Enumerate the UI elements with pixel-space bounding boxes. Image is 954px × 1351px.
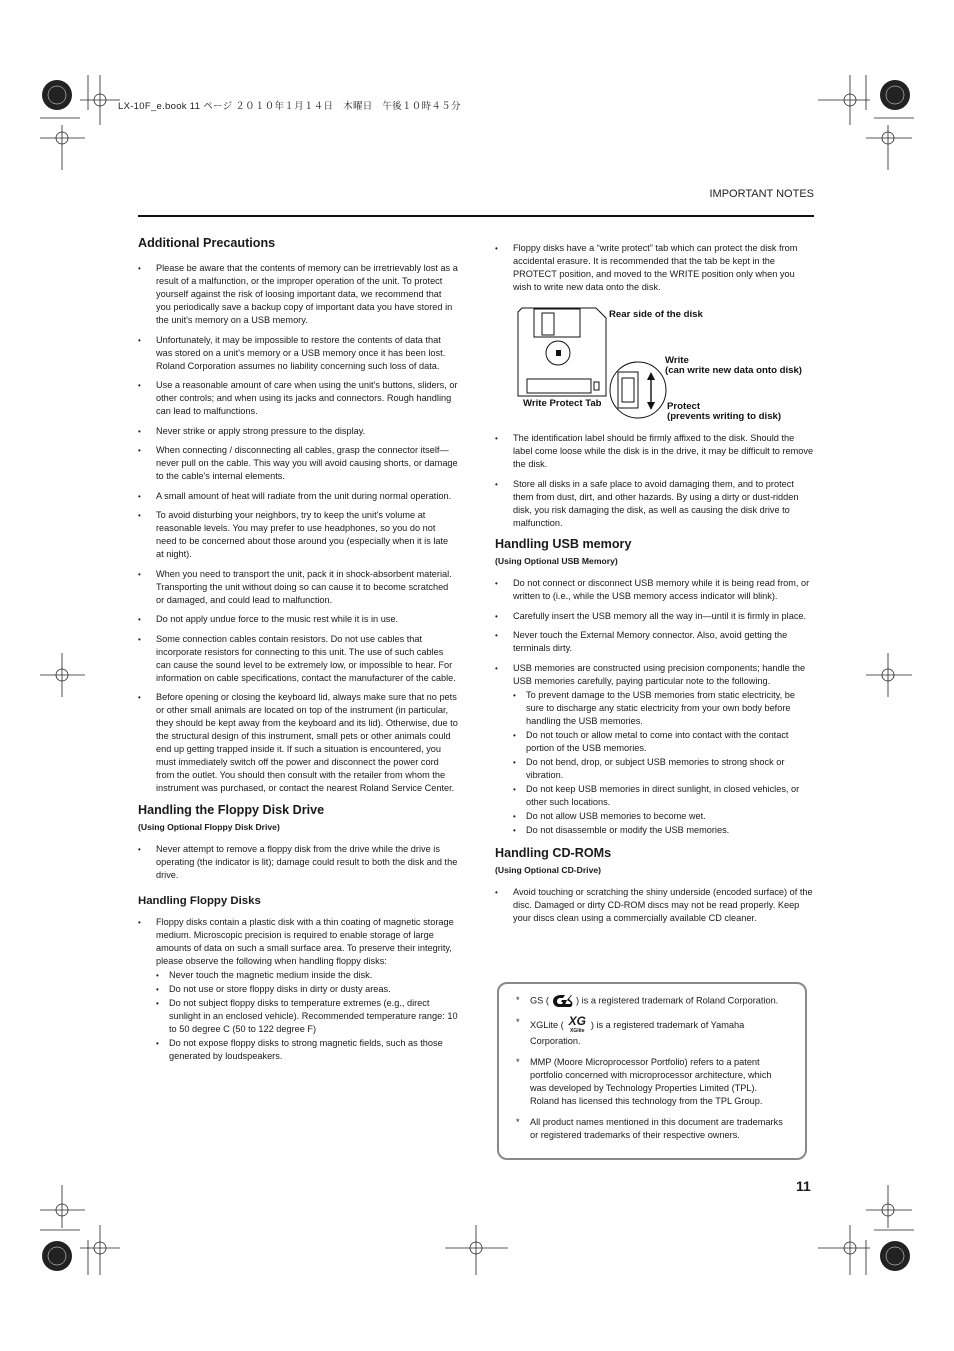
sub-list-item: • Do not keep USB memories in direct sunlight, in closed vehicles, or other such locations.	[513, 783, 815, 809]
label-rear-side: Rear side of the disk	[609, 309, 703, 320]
list-item	[495, 662, 815, 837]
mmp-text: MMP (Moore Microprocessor Portfolio) refers to a patent portfolio concerned with microprocessor architecture, which was developed by Technology Properties Limited (TPL). Roland has licensed this technology from the TPL Group.	[530, 1057, 772, 1106]
list-item	[138, 916, 458, 1063]
floppy-more-list	[495, 432, 815, 530]
floppy-drive-title: Handling the Floppy Disk Drive	[138, 802, 325, 817]
floppy-disk-diagram	[514, 304, 820, 424]
floppy-drive-list	[138, 843, 458, 882]
xglite-logo-sub: XGlite	[570, 1028, 585, 1034]
label-write-desc: (can write new data onto disk)	[665, 365, 802, 376]
page-number: 11	[796, 1178, 811, 1194]
list-item: • Some connection cables contain resistors. Do not use cables that incorporate resistors for connecting to this unit. The use of such cables can cause the sound level to be extremely low, or impossible to hear. For information on cable specifications, contact the manufacturer of the cable.	[138, 633, 458, 685]
list-item: • Please be aware that the contents of memory can be irretrievably lost as a result of a malfunction, or the improper operation of the unit. To protect yourself against the risk of loosing important data, we recommend that you periodically save a backup copy of important data you have stored in the unit's memory on a USB memory.	[138, 262, 458, 327]
asterisk: *	[516, 1117, 520, 1127]
label-protect: Protect	[667, 401, 701, 412]
xg-text-post: ) is a registered trademark of Yamaha Corporation.	[530, 1019, 745, 1046]
cdrom-title: Handling CD-ROMs	[495, 846, 612, 860]
asterisk: *	[516, 995, 520, 1005]
list-item-text: USB memories are constructed using precision components; handle the USB memories carefully, paying particular note to the following.	[513, 662, 806, 686]
gs-text-post: ) is a registered trademark of Roland Corporation.	[576, 995, 779, 1006]
list-item: • Never touch the External Memory connector. Also, avoid getting the terminals dirty.	[495, 629, 815, 655]
list-item: • A small amount of heat will radiate from the unit during normal operation.	[138, 490, 458, 503]
list-item: • When you need to transport the unit, pack it in shock-absorbent material. Transporting the unit without doing so can cause it to become scratched or damaged, and could lead to malfunction.	[138, 568, 458, 607]
trademark-all	[516, 1116, 788, 1142]
right-column-top	[495, 242, 815, 301]
usb-title: Handling USB memory	[495, 537, 632, 551]
cdrom-list	[495, 886, 815, 925]
sub-list-item: • Do not bend, drop, or subject USB memories to strong shock or vibration.	[513, 756, 815, 782]
asterisk: *	[516, 1017, 520, 1027]
list-item: • Unfortunately, it may be impossible to restore the contents of data that was stored on a unit's memory or a USB memory once it has been lost. Roland Corporation assumes no liability concerning such loss of data.	[138, 334, 458, 373]
list-item: • Carefully insert the USB memory all the way in—until it is firmly in place.	[495, 610, 815, 623]
additional-precautions-title: Additional Precautions	[138, 236, 276, 250]
sub-list-item: • Do not expose floppy disks to strong magnetic fields, such as those generated by loudspeakers.	[156, 1037, 458, 1063]
trademark-gs	[516, 994, 788, 1008]
gs-text-pre: GS (	[530, 995, 549, 1006]
cdrom-subtitle: (Using Optional CD-Drive)	[495, 865, 601, 875]
sub-list-item: • Never touch the magnetic medium inside the disk.	[156, 969, 458, 982]
label-write: Write	[665, 355, 689, 366]
label-protect-desc: (prevents writing to disk)	[667, 411, 782, 422]
sub-list-item: • Do not touch or allow metal to come into contact with the contact portion of the USB memories.	[513, 729, 815, 755]
list-item: • Avoid touching or scratching the shiny underside (encoded surface) of the disc. Damaged or dirty CD-ROM discs may not be read properly. Keep your discs clean using a commercially available CD cleaner.	[495, 886, 815, 925]
right-column-lower	[495, 432, 815, 932]
running-head: IMPORTANT NOTES	[709, 188, 814, 200]
trademark-list	[516, 994, 788, 1150]
additional-precautions-list	[138, 262, 458, 795]
list-item-text: Floppy disks contain a plastic disk with a thin coating of magnetic storage medium. Microscopic precision is required to enable storage of large amounts of data on such a small surface area. To preserve their integrity, please observe the following when handling floppy disks:	[156, 917, 454, 966]
floppy-disks-list	[138, 916, 458, 1063]
gs-logo-icon	[551, 994, 573, 1008]
list-item: • Never attempt to remove a floppy disk from the drive while the drive is operating (the indicator is lit); damage could result to both the disk and the drive.	[138, 843, 458, 882]
trademark-mmp	[516, 1056, 788, 1108]
list-item: • To avoid disturbing your neighbors, try to keep the unit's volume at reasonable levels. You may prefer to use headphones, so you do not need to be concerned about those around you (especially when it is late at night).	[138, 509, 458, 561]
label-write-protect-tab: Write Protect Tab	[523, 398, 602, 409]
header-rule	[138, 215, 814, 217]
sub-list-item: • Do not allow USB memories to become wet.	[513, 810, 815, 823]
xglite-logo-icon: XG XGlite	[568, 1014, 586, 1034]
trademark-xglite	[516, 1016, 788, 1048]
usb-subtitle: (Using Optional USB Memory)	[495, 556, 618, 566]
list-item: • Before opening or closing the keyboard lid, always make sure that no pets or other small animals are located on top of the instrument (in particular, they should be kept away from the keyboard and its lid). Otherwise, due to the structural design of this instrument, small pets or other animals could end up getting trapped inside it. If such a situation is encountered, you must immediately switch off the power and disconnect the power cord from the outlet. You should then consult with the retailer from whom the instrument was purchased, or contact the nearest Roland Service Center.	[138, 691, 458, 795]
file-header: LX-10F_e.book 11 ページ ２０１０年１月１４日 木曜日 午後１０時４５分	[118, 101, 461, 112]
list-item: • The identification label should be firmly affixed to the disk. Should the label come loose while the disk is in the drive, it may be difficult to remove the disk.	[495, 432, 815, 471]
floppy-disks-title: Handling Floppy Disks	[138, 895, 261, 907]
list-item: • When connecting / disconnecting all cables, grasp the connector itself—never pull on the cable. This way you will avoid causing shorts, or damage to the cable's internal elements.	[138, 444, 458, 483]
list-item: • Never strike or apply strong pressure to the display.	[138, 425, 458, 438]
usb-sublist	[513, 689, 815, 837]
list-item: • Do not apply undue force to the music rest while it is in use.	[138, 613, 458, 626]
asterisk: *	[516, 1057, 520, 1067]
list-item: • Store all disks in a safe place to avoid damaging them, and to protect them from dust, dirt, and other hazards. By using a dirty or dust-ridden disk, you risk damaging the disk, as well as causing the disk drive to malfunction.	[495, 478, 815, 530]
trademark-box	[497, 982, 807, 1160]
floppy-disks-sublist	[156, 969, 458, 1063]
usb-list	[495, 577, 815, 837]
sub-list-item: • Do not subject floppy disks to temperature extremes (e.g., direct sunlight in an enclosed vehicle). Recommended temperature range: 10 to 50 degree C (50 to 122 degree F)	[156, 997, 458, 1036]
sub-list-item: • Do not disassemble or modify the USB memories.	[513, 824, 815, 837]
list-item: • Use a reasonable amount of care when using the unit's buttons, sliders, or other controls; and when using its jacks and connectors. Rough handling can lead to malfunctions.	[138, 379, 458, 418]
left-column	[138, 235, 458, 1070]
sub-list-item: • To prevent damage to the USB memories from static electricity, be sure to discharge any static electricity from your own body before handling the USB memories.	[513, 689, 815, 728]
floppy-drive-subtitle: (Using Optional Floppy Disk Drive)	[138, 821, 280, 832]
all-trademarks-text: All product names mentioned in this document are trademarks or registered trademarks of their respective owners.	[530, 1117, 783, 1140]
list-item: • Floppy disks have a “write protect” tab which can protect the disk from accidental erasure. It is recommended that the tab be kept in the PROTECT position, and moved to the WRITE position only when you wish to write new data onto the disk.	[495, 242, 815, 294]
sub-list-item: • Do not use or store floppy disks in dirty or dusty areas.	[156, 983, 458, 996]
xg-text-pre: XGLite (	[530, 1019, 564, 1030]
floppy-disk-outline	[518, 308, 606, 396]
write-protect-list	[495, 242, 815, 294]
list-item: • Do not connect or disconnect USB memory while it is being read from, or written to (i.e., while the USB memory access indicator will blink).	[495, 577, 815, 603]
